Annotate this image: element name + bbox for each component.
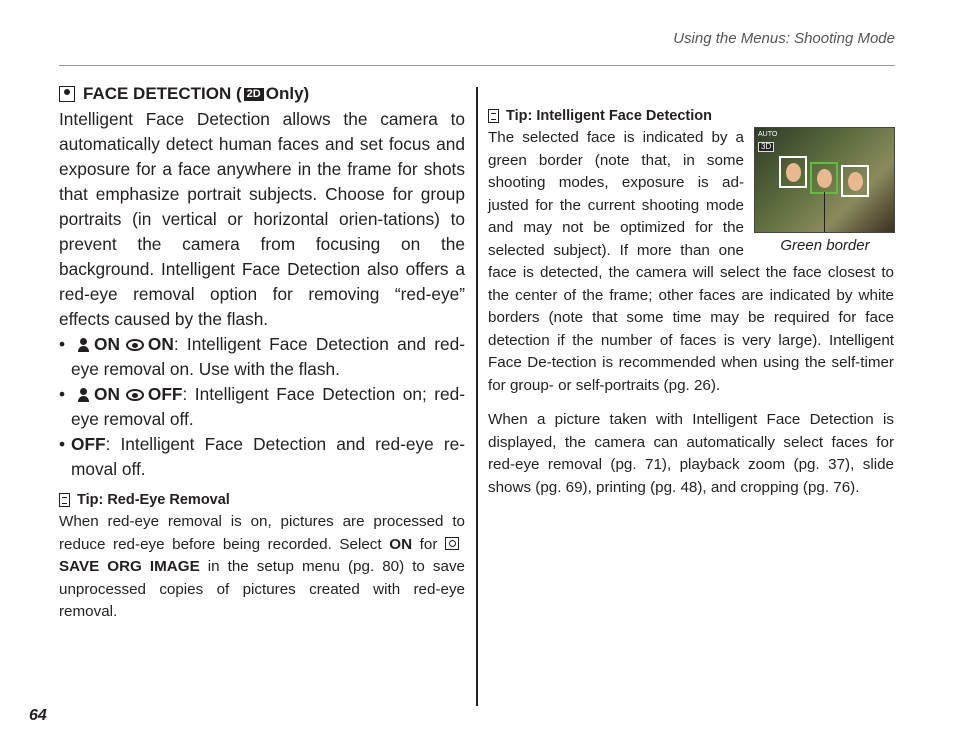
column-divider: [476, 87, 478, 706]
detected-face-other: [779, 156, 807, 188]
face-detection-icon: [77, 388, 91, 402]
detected-face-selected: [810, 162, 838, 194]
setup-menu-icon: [445, 537, 459, 550]
red-eye-option-label: OFF: [147, 384, 183, 404]
tip-icon: [59, 493, 70, 507]
running-head: Using the Menus: Shooting Mode: [673, 30, 895, 47]
option-description: : Intelligent Face Detection and red-eye removal on. Use with the flash.: [71, 334, 465, 379]
right-column: [488, 108, 894, 499]
tip-title: Tip: Red-Eye Removal: [77, 492, 230, 508]
list-item: [59, 382, 465, 432]
caption-leader-line: [824, 192, 825, 233]
photo-osd-mode: AUTO: [758, 131, 778, 138]
photo-osd-3d: 3D: [758, 142, 774, 152]
example-photo: [754, 127, 895, 233]
save-org-image-label: SAVE ORG IMAGE: [59, 558, 200, 575]
detected-face-other: [841, 165, 869, 197]
red-eye-icon: [126, 389, 144, 401]
header-rule: [59, 65, 895, 66]
face-detection-icon: [59, 86, 75, 102]
tip-text: [59, 511, 465, 624]
on-option-label: ON: [389, 535, 413, 553]
red-eye-option-label: ON: [147, 334, 174, 354]
section-title: [59, 84, 465, 104]
red-eye-icon: [126, 339, 144, 351]
list-item: [59, 332, 465, 382]
section-title-suffix: Only): [265, 84, 310, 103]
face-detection-icon: [77, 338, 91, 352]
playback-paragraph: When a picture taken with Intelligent Face Detection is displayed, the camera can automatically select faces for red-eye removal (pg. 71), playback zoom (pg. 37), slide shows (pg. 69), printing (pg. 48), and cropping (pg. 76).: [488, 411, 894, 496]
tip-text: The selected face is indicated by a green border (note that, in some shooting modes, exposure is ad-justed for the current shooting mode and may not be optimized for the selected subject). If more than one face is detected, the camera will select the face closest to the center of the frame; other faces are indicated by white borders (note that some time may be required for face detection if the number of faces is very large). Intelligent Face De-tection is recommended when using the self-timer for group- or self-portraits (pg. 26).: [488, 129, 894, 394]
intro-paragraph: Intelligent Face Detection allows the camera to automatically detect human faces and set focus and exposure for a face anywhere in the frame for shots that emphasize portrait subjects. Choose for group portraits (in vertical or horizontal orien-tations) to prevent the camera from focusing on the background. Intelligent Face Detection also offers a red-eye removal option for removing “red-eye” effects caused by the flash.: [59, 109, 465, 329]
2d-mode-icon: 2D: [244, 88, 264, 101]
tip-heading: [59, 492, 465, 508]
option-description: : Intelligent Face Detection on; red-eye removal off.: [71, 384, 465, 429]
face-option-label: ON: [94, 334, 120, 354]
section-title-text: FACE DETECTION (: [83, 84, 242, 103]
tip-icon: [488, 109, 499, 123]
page-number: 64: [29, 707, 47, 724]
photo-caption: Green border: [780, 237, 870, 254]
list-item: [59, 432, 465, 482]
tip-title: Tip: Intelligent Face Detection: [506, 108, 712, 124]
tip-text-part: in the setup menu (pg. 80) to save unprocessed copies of pictures created with red-eye removal.: [59, 558, 466, 620]
option-list: [59, 332, 465, 482]
off-option-label: OFF: [71, 434, 106, 454]
tip-text-part: When red-eye removal is on, pictures are processed to reduce red-eye before being recorded. Select: [59, 513, 465, 553]
tip-heading: [488, 108, 894, 124]
example-photo-figure: [754, 127, 896, 254]
option-description: : Intelligent Face Detection and red-eye re-moval off.: [71, 434, 465, 479]
left-column: [59, 84, 465, 624]
face-option-label: ON: [94, 384, 120, 404]
tip-text-part: for: [412, 535, 445, 553]
